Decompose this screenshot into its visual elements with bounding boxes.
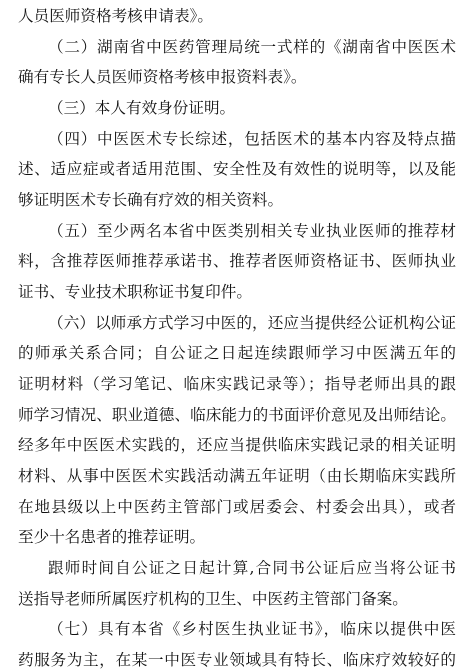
text-line: （二）湖南省中医药管理局统一式样的《湖南省中医医术: [48, 38, 456, 56]
text-line: 料，含推荐医师推荐承诺书、推荐者医师资格证书、医师执业: [18, 252, 456, 270]
text-line: 经多年中医医术实践的，还应当提供临床实践记录的相关证明: [18, 436, 456, 454]
text-line: 材料、从事中医医术实践活动满五年证明（由长期临床实践所: [18, 467, 456, 485]
text-line: 确有专长人员医师资格考核申报资料表》。: [18, 68, 307, 86]
text-line: 述、适应症或者适用范围、安全性及有效性的说明等，以及能: [18, 160, 456, 178]
text-line: 至少十名患者的推荐证明。: [18, 528, 206, 546]
text-line: 师学习情况、职业道德、临床能力的书面评价意见及出师结论。: [18, 406, 456, 424]
text-line: 的师承关系合同；自公证之日起连续跟师学习中医满五年的: [18, 344, 456, 362]
text-line: （四）中医医术专长综述，包括医术的基本内容及特点描: [48, 130, 456, 148]
text-line: 跟师时间自公证之日起计算,合同书公证后应当将公证书: [48, 559, 456, 577]
text-line: （六）以师承方式学习中医的，还应当提供经公证机构公证: [48, 314, 456, 332]
text-line: 够证明医术专长确有疗效的相关资料。: [18, 191, 284, 209]
text-line: 证书、专业技术职称证书复印件。: [18, 283, 252, 301]
text-line: 人员医师资格考核申请表》。: [18, 7, 213, 25]
text-line: 送指导老师所属医疗机构的卫生、中医药主管部门备案。: [18, 590, 408, 608]
text-line: 证明材料（学习笔记、临床实践记录等）；指导老师出具的跟: [18, 375, 456, 393]
text-line: （七）具有本省《乡村医生执业证书》，临床以提供中医: [48, 620, 456, 638]
text-line: 在地县级以上中医药主管部门或居委会、村委会出具），或者: [18, 498, 456, 516]
text-line: 药服务为主，在某一中医专业领域具有特长、临床疗效较好的: [18, 651, 456, 669]
text-line: （五）至少两名本省中医类别相关专业执业医师的推荐材: [48, 222, 456, 240]
text-line: （三）本人有效身份证明。: [48, 99, 236, 117]
